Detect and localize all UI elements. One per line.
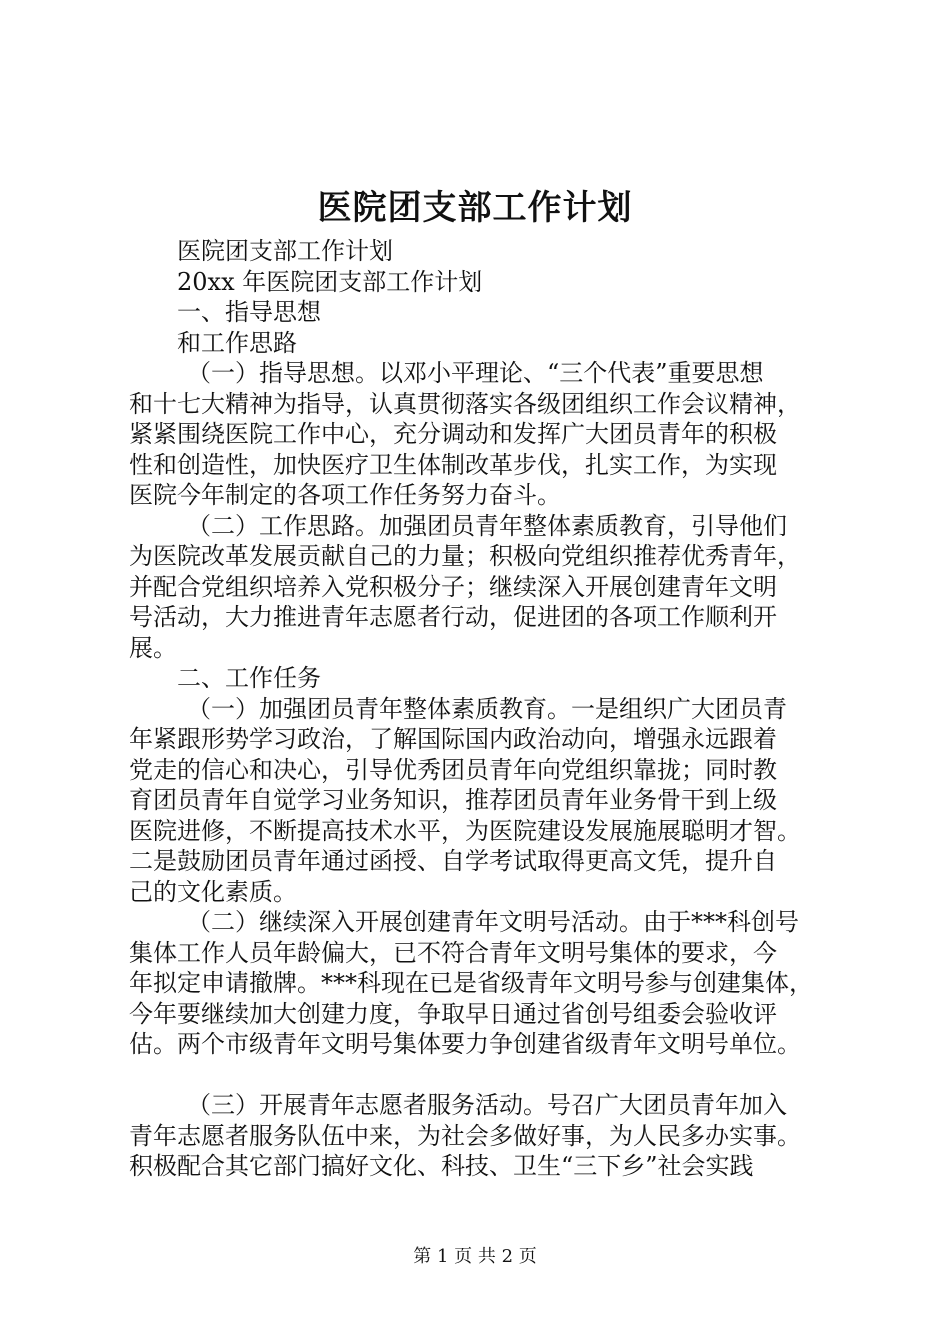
- text-line: 党走的信心和决心，引导优秀团员青年向党组织靠拢；同时教: [129, 755, 777, 784]
- text-line: 展。: [129, 633, 177, 662]
- text-line: （二）继续深入开展创建青年文明号活动。由于***科创号: [187, 908, 799, 936]
- text-line: 二、工作任务: [177, 664, 321, 692]
- text-line: 集体工作人员年龄偏大，已不符合青年文明号集体的要求，今: [129, 938, 777, 967]
- text-line: 医院今年制定的各项工作任务努力奋斗。: [129, 481, 561, 509]
- text-line: 医院进修，不断提高技术水平，为医院建设发展施展聪明才智。: [129, 816, 801, 845]
- page-footer: 第 1 页 共 2 页: [413, 1246, 537, 1267]
- text-line: 性和创造性，加快医疗卫生体制改革步伐，扎实工作，为实现: [129, 450, 777, 479]
- text-line: 年紧跟形势学习政治，了解国际国内政治动向，增强永远跟着: [129, 725, 777, 753]
- text-line: 己的文化素质。: [129, 877, 297, 906]
- text-line: 年拟定申请撤牌。***科现在已是省级青年文明号参与创建集体，: [129, 969, 813, 997]
- text-line: （二）工作思路。加强团员青年整体素质教育，引导他们: [187, 511, 787, 540]
- text-line: 估。两个市级青年文明号集体要力争创建省级青年文明号单位。: [129, 1030, 801, 1058]
- text-line: 今年要继续加大创建力度，争取早日通过省创号组委会验收评: [129, 999, 777, 1028]
- text-line: （三）开展青年志愿者服务活动。号召广大团员青年加入: [187, 1091, 787, 1119]
- text-line: 为医院改革发展贡献自己的力量；积极向党组织推荐优秀青年，: [129, 542, 801, 570]
- blank-line: [129, 1060, 829, 1091]
- text-line: 医院团支部工作计划: [177, 237, 393, 265]
- text-line: 一、指导思想: [177, 298, 321, 326]
- text-line: 二是鼓励团员青年通过函授、自学考试取得更高文凭，提升自: [129, 847, 777, 875]
- text-line: 并配合党组织培养入党积极分子；继续深入开展创建青年文明: [129, 572, 777, 601]
- text-line: 和工作思路: [177, 328, 297, 357]
- text-line: 育团员青年自觉学习业务知识，推荐团员青年业务骨干到上级: [129, 786, 777, 814]
- text-line: 和十七大精神为指导，认真贯彻落实各级团组织工作会议精神，: [129, 389, 801, 418]
- text-line: （一）指导思想。以邓小平理论、“三个代表”重要思想: [187, 359, 764, 387]
- document-title: 医院团支部工作计划: [317, 188, 633, 228]
- text-line: 青年志愿者服务队伍中来，为社会多做好事，为人民多办实事。: [129, 1121, 801, 1150]
- text-line: 20xx 年医院团支部工作计划: [177, 267, 483, 296]
- text-line: 号活动，大力推进青年志愿者行动，促进团的各项工作顺利开: [129, 603, 777, 631]
- text-line: （一）加强团员青年整体素质教育。一是组织广大团员青: [187, 694, 787, 723]
- text-line: 积极配合其它部门搞好文化、科技、卫生“三下乡”社会实践: [129, 1152, 754, 1180]
- text-line: 紧紧围绕医院工作中心，充分调动和发挥广大团员青年的积极: [129, 420, 777, 448]
- document-body: [129, 236, 829, 1182]
